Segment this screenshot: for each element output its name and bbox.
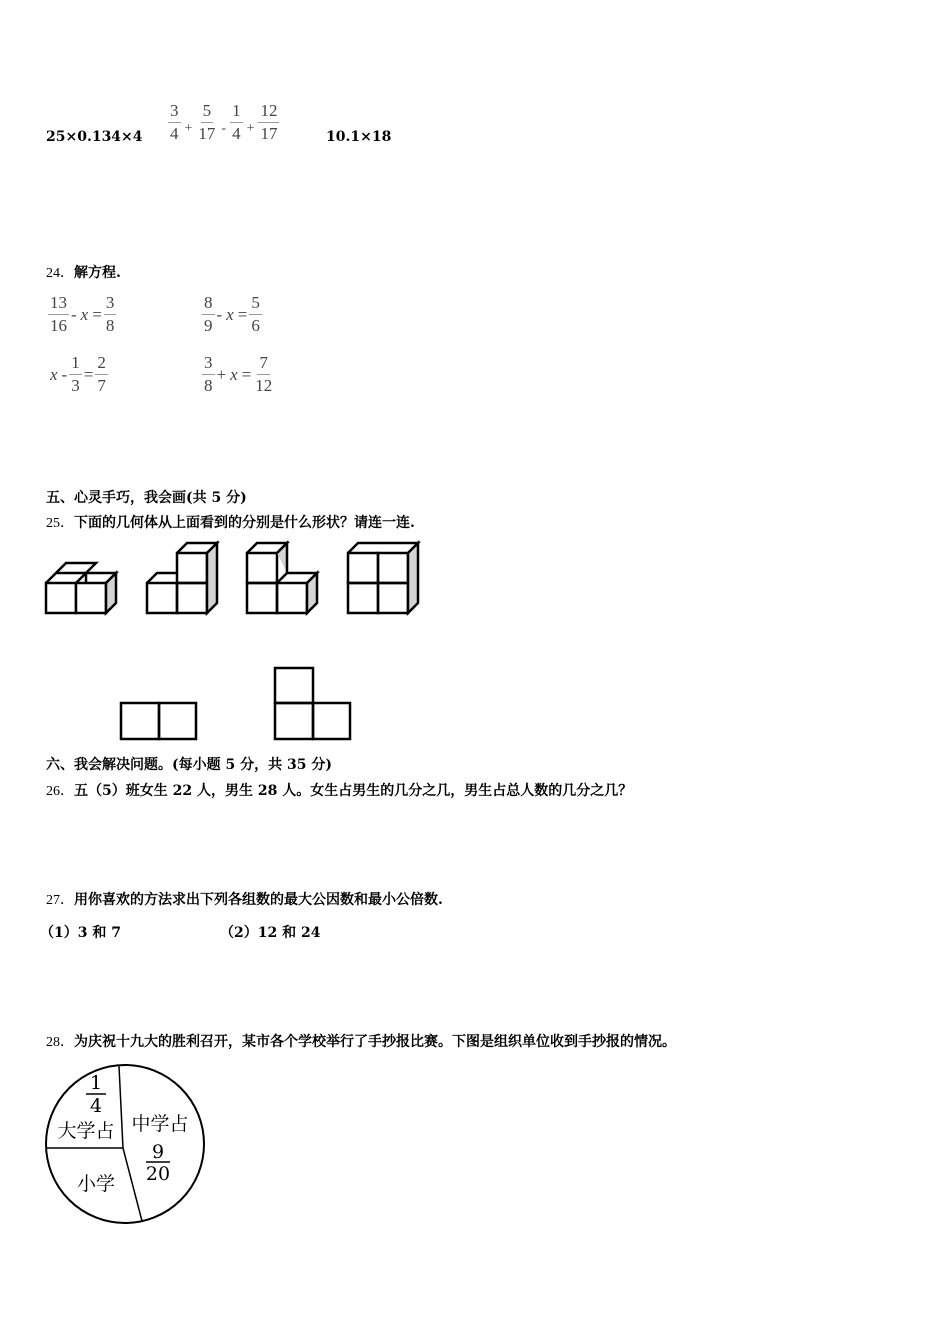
den: 17 <box>260 124 278 143</box>
q-title: 解方程. <box>74 265 121 281</box>
den: 12 <box>255 376 273 395</box>
q24-heading <box>46 262 121 282</box>
top-view-1 <box>121 703 196 739</box>
top-view-2 <box>275 668 350 739</box>
num: 2 <box>95 352 108 375</box>
middle-label: 中学占 <box>131 1113 189 1135</box>
primary-label: 小学 <box>76 1173 116 1195</box>
den: 17 <box>198 124 216 143</box>
solid-2 <box>147 543 217 613</box>
university-fraction-num: 1 <box>89 1072 103 1094</box>
op: - <box>61 364 68 384</box>
middle-fraction-den: 20 <box>145 1163 171 1185</box>
num: 8 <box>202 292 215 315</box>
q-text: 下面的几何体从上面看到的分别是什么形状？请连一连. <box>74 515 415 531</box>
den: 3 <box>71 376 80 395</box>
solid-4 <box>348 543 418 613</box>
op: + <box>216 364 227 384</box>
university-label: 大学占 <box>57 1120 115 1142</box>
q-text: 五（5）班女生 22 人，男生 28 人。女生占男生的几分之几，男生占总人数的几分之几？ <box>74 783 633 799</box>
q27-heading <box>46 889 443 909</box>
equation-1 <box>46 292 118 337</box>
var: x <box>50 364 58 384</box>
op: - <box>221 120 227 136</box>
num: 3 <box>104 292 117 315</box>
expr-3: 10.1×18 <box>326 129 392 145</box>
op: + <box>184 120 193 136</box>
q25-heading <box>46 512 415 532</box>
eq: = <box>237 304 248 324</box>
q26-heading <box>46 780 632 800</box>
q28-heading <box>46 1031 676 1051</box>
q-text: 为庆祝十九大的胜利召开，某市各个学校举行了手抄报比赛。下图是组织单位收到手抄报的情况。 <box>74 1034 676 1050</box>
num: 13 <box>48 292 69 315</box>
den: 7 <box>97 376 106 395</box>
eq: = <box>241 364 252 384</box>
op: - <box>216 304 223 324</box>
solid-1 <box>46 563 116 613</box>
equation-4 <box>200 352 276 397</box>
den: 16 <box>50 316 67 335</box>
num: 3 <box>168 100 181 123</box>
num: 3 <box>202 352 215 375</box>
q-text: 用你喜欢的方法求出下列各组数的最大公因数和最小公倍数. <box>74 892 443 908</box>
eq: = <box>83 364 94 384</box>
q-number: 28． <box>46 1035 74 1050</box>
den: 4 <box>232 124 241 143</box>
var: x <box>226 304 234 324</box>
equation-3 <box>46 352 110 397</box>
q27-part-2: （2）12 和 24 <box>220 925 321 941</box>
q-number: 24． <box>46 266 74 281</box>
den: 6 <box>251 316 260 335</box>
cube-figures <box>40 530 440 745</box>
den: 4 <box>170 124 179 143</box>
section-5-heading: 五、心灵手巧，我会画(共 5 分) <box>46 490 247 506</box>
den: 8 <box>105 316 115 335</box>
var: x <box>230 364 238 384</box>
q-number: 25． <box>46 516 74 531</box>
eq: = <box>92 304 102 324</box>
university-fraction-den: 4 <box>89 1095 103 1117</box>
num: 12 <box>258 100 279 123</box>
q-number: 27． <box>46 893 74 908</box>
op: - <box>71 304 77 324</box>
num: 7 <box>257 352 270 375</box>
pie-outline <box>46 1065 204 1223</box>
den: 9 <box>204 316 213 335</box>
op: + <box>246 120 255 136</box>
num: 1 <box>69 352 82 375</box>
num: 5 <box>201 100 214 123</box>
expr-1: 25×0.134×4 <box>46 129 143 145</box>
var: x <box>80 304 89 324</box>
q-number: 26． <box>46 784 74 799</box>
middle-fraction-num: 9 <box>151 1141 165 1163</box>
section-6-heading: 六、我会解决问题。(每小题 5 分，共 35 分) <box>46 757 332 773</box>
pie-chart <box>40 1060 210 1230</box>
solid-3 <box>247 543 317 613</box>
equation-2 <box>200 292 264 337</box>
expr-2 <box>166 100 281 145</box>
q27-part-1: （1）3 和 7 <box>40 925 121 941</box>
den: 8 <box>204 376 213 395</box>
num: 5 <box>249 292 262 315</box>
num: 1 <box>230 100 243 123</box>
